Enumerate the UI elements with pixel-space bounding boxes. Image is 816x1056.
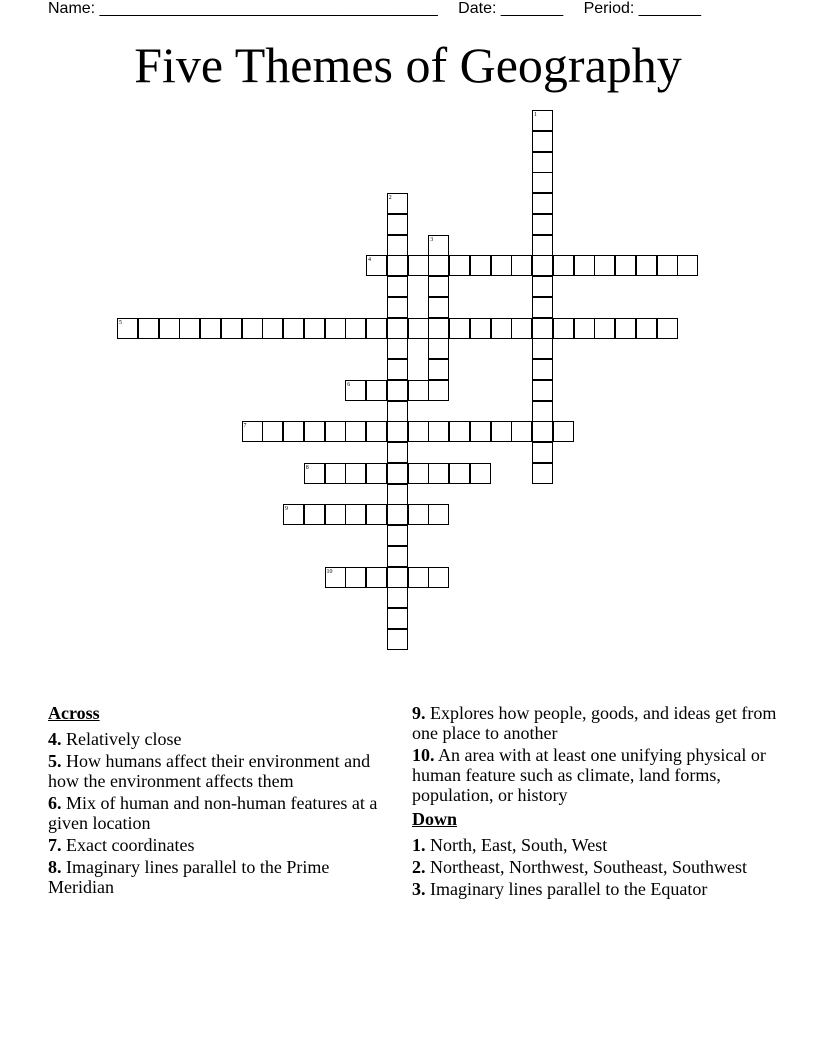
crossword-cell[interactable] <box>532 152 553 173</box>
clue-text: North, East, South, West <box>425 835 608 855</box>
crossword-cell[interactable] <box>532 380 553 401</box>
clue-number: 1. <box>412 835 426 855</box>
crossword-cell[interactable] <box>345 504 366 525</box>
clues-left-column <box>48 703 388 899</box>
crossword-cell[interactable] <box>532 193 553 214</box>
clue-number: 10. <box>412 745 435 765</box>
clue-text: How humans affect their environment and how the environment affects them <box>48 751 371 791</box>
crossword-cell[interactable] <box>532 235 553 256</box>
crossword-cell[interactable] <box>428 421 449 442</box>
crossword-cell[interactable] <box>532 442 553 463</box>
crossword-cell[interactable] <box>345 463 366 484</box>
crossword-cell[interactable] <box>511 318 532 339</box>
down-heading: Down <box>412 809 458 829</box>
crossword-cell[interactable] <box>532 338 553 359</box>
crossword-cell[interactable] <box>387 255 408 276</box>
crossword-cell[interactable] <box>657 255 678 276</box>
crossword-cell[interactable] <box>387 318 408 339</box>
crossword-cell[interactable] <box>532 297 553 318</box>
crossword-cell[interactable] <box>262 318 283 339</box>
clue-number: 5. <box>48 751 62 771</box>
crossword-cell[interactable] <box>325 421 346 442</box>
clue-number: 2. <box>412 857 426 877</box>
crossword-cell[interactable] <box>304 504 325 525</box>
crossword-cell[interactable] <box>636 255 657 276</box>
clue-item <box>412 857 782 877</box>
crossword-cell[interactable] <box>387 504 408 525</box>
down-clue-list <box>412 835 782 899</box>
clue-number: 7. <box>48 835 62 855</box>
clue-number: 9. <box>412 703 426 723</box>
crossword-cell[interactable] <box>428 463 449 484</box>
crossword-cell[interactable] <box>470 318 491 339</box>
crossword-cell[interactable] <box>366 567 387 588</box>
crossword-cell[interactable] <box>532 463 553 484</box>
crossword-cell[interactable] <box>449 255 470 276</box>
crossword-cell[interactable] <box>574 318 595 339</box>
clue-number: 8. <box>48 857 62 877</box>
clue-item <box>412 879 782 899</box>
clue-number-label: 2 <box>388 195 392 201</box>
clue-item <box>412 835 782 855</box>
clue-number-label: 1 <box>534 112 537 118</box>
crossword-cell[interactable] <box>387 463 408 484</box>
crossword-cell[interactable] <box>345 567 366 588</box>
crossword-cell[interactable] <box>387 567 408 588</box>
clue-item <box>48 751 388 791</box>
crossword-cell[interactable] <box>366 504 387 525</box>
crossword-cell[interactable] <box>428 338 449 359</box>
crossword-cell[interactable] <box>532 318 553 339</box>
clue-number: 6. <box>48 793 62 813</box>
crossword-cell[interactable] <box>511 255 532 276</box>
clue-text: Explores how people, goods, and ideas get from one place to another <box>412 703 777 743</box>
across-heading: Across <box>48 703 100 723</box>
crossword-cell[interactable] <box>408 380 429 401</box>
clues-right-column <box>412 703 782 901</box>
crossword-cell[interactable] <box>159 318 180 339</box>
clue-number-label: 5 <box>119 319 122 326</box>
clue-text: Northeast, Northwest, Southeast, Southwest <box>425 857 747 877</box>
crossword-cell[interactable] <box>532 131 553 152</box>
clue-item <box>412 745 782 805</box>
crossword-cell[interactable] <box>428 255 449 276</box>
clue-number-label: 4 <box>368 257 371 264</box>
crossword-cell[interactable] <box>262 421 283 442</box>
crossword-cell[interactable] <box>553 421 574 442</box>
clue-text: Mix of human and non-human features at a given location <box>48 793 378 833</box>
crossword-cell[interactable] <box>615 318 636 339</box>
crossword-cell[interactable] <box>449 463 470 484</box>
crossword-cell[interactable] <box>470 463 491 484</box>
crossword-cell[interactable] <box>366 421 387 442</box>
crossword-cell[interactable] <box>283 318 304 339</box>
crossword-cell[interactable] <box>304 421 325 442</box>
clue-number-label: 9 <box>285 506 288 513</box>
crossword-cell[interactable] <box>138 318 159 339</box>
crossword-cell[interactable] <box>532 359 553 380</box>
crossword-cell[interactable] <box>553 318 574 339</box>
crossword-cell[interactable] <box>428 318 449 339</box>
clue-number-label: 6 <box>347 381 351 388</box>
crossword-cell[interactable] <box>387 359 408 380</box>
clue-text: An area with at least one unifying physical or human feature such as climate, land forms, population, or history <box>412 745 766 805</box>
crossword-cell[interactable] <box>387 214 408 235</box>
crossword-cell[interactable] <box>283 421 304 442</box>
crossword-cell[interactable] <box>532 255 553 276</box>
crossword-cell[interactable] <box>221 318 242 339</box>
clue-number-label: 10 <box>326 568 333 575</box>
crossword-cell[interactable] <box>325 318 346 339</box>
crossword-cell[interactable] <box>366 463 387 484</box>
crossword-cell[interactable] <box>387 587 408 608</box>
crossword-cell[interactable] <box>304 318 325 339</box>
clue-text: Relatively close <box>61 729 182 749</box>
crossword-cell[interactable] <box>408 463 429 484</box>
crossword-cell[interactable] <box>511 421 532 442</box>
across-clue-list <box>48 729 388 897</box>
crossword-cell[interactable] <box>366 318 387 339</box>
crossword-cell[interactable] <box>657 318 678 339</box>
crossword-cell[interactable] <box>408 318 429 339</box>
clue-number-label: 8 <box>305 464 309 471</box>
crossword-cell[interactable] <box>491 318 512 339</box>
crossword-cell[interactable] <box>532 172 553 193</box>
crossword-cell[interactable] <box>408 255 429 276</box>
crossword-cell[interactable] <box>532 276 553 297</box>
crossword-cell[interactable] <box>574 255 595 276</box>
crossword-cell[interactable] <box>366 380 387 401</box>
crossword-cell[interactable] <box>387 629 408 650</box>
page-title: Five Themes of Geography <box>134 37 682 93</box>
crossword-cell[interactable] <box>428 504 449 525</box>
crossword-cell[interactable] <box>408 567 429 588</box>
clue-item <box>412 703 782 743</box>
crossword-cell[interactable] <box>242 318 263 339</box>
crossword-cell[interactable] <box>428 276 449 297</box>
clue-text: Imaginary lines parallel to the Prime Meridian <box>48 857 330 897</box>
crossword-cell[interactable] <box>532 421 553 442</box>
crossword-cell[interactable] <box>594 318 615 339</box>
clue-text: Exact coordinates <box>61 835 195 855</box>
crossword-cell[interactable] <box>594 255 615 276</box>
period-field[interactable]: Period: _______ <box>583 0 702 17</box>
crossword-cell[interactable] <box>428 359 449 380</box>
clue-number-label: 7 <box>243 423 247 430</box>
name-field[interactable]: Name: ______________________________________ <box>48 0 438 17</box>
crossword-cell[interactable] <box>428 297 449 318</box>
crossword-cell[interactable] <box>387 442 408 463</box>
crossword-cell[interactable] <box>636 318 657 339</box>
crossword-cell[interactable] <box>387 401 408 422</box>
crossword-cell[interactable] <box>428 380 449 401</box>
crossword-cell[interactable] <box>491 255 512 276</box>
crossword-cell[interactable] <box>428 567 449 588</box>
crossword-cell[interactable] <box>449 421 470 442</box>
crossword-cell[interactable] <box>470 255 491 276</box>
crossword-cell[interactable] <box>532 401 553 422</box>
crossword-cell[interactable] <box>387 235 408 256</box>
crossword-cell[interactable] <box>345 421 366 442</box>
crossword-cell[interactable] <box>325 504 346 525</box>
crossword-cell[interactable] <box>387 421 408 442</box>
crossword-cell[interactable] <box>387 297 408 318</box>
clue-item <box>48 793 388 833</box>
clue-number-label: 3 <box>430 236 434 243</box>
crossword-cell[interactable] <box>387 338 408 359</box>
crossword-cell[interactable] <box>387 276 408 297</box>
clue-number: 3. <box>412 879 426 899</box>
crossword-cell[interactable] <box>470 421 491 442</box>
date-field[interactable]: Date: _______ <box>458 0 564 17</box>
clue-number: 4. <box>48 729 62 749</box>
crossword-cell[interactable] <box>387 484 408 505</box>
crossword-cell[interactable] <box>408 504 429 525</box>
clue-item <box>48 729 388 749</box>
crossword-cell[interactable] <box>345 318 366 339</box>
crossword-cell[interactable] <box>677 255 698 276</box>
clue-text: Imaginary lines parallel to the Equator <box>425 879 708 899</box>
across-clue-list-continued <box>412 703 782 805</box>
clue-item <box>48 857 388 897</box>
crossword-cell[interactable] <box>532 214 553 235</box>
crossword-cell[interactable] <box>387 380 408 401</box>
crossword-cell[interactable] <box>325 463 346 484</box>
clue-item <box>48 835 388 855</box>
crossword-cell[interactable] <box>387 608 408 629</box>
crossword-cell[interactable] <box>387 546 408 567</box>
crossword-cell[interactable] <box>387 525 408 546</box>
crossword-cell[interactable] <box>408 421 429 442</box>
crossword-cell[interactable] <box>179 318 200 339</box>
crossword-cell[interactable] <box>449 318 470 339</box>
crossword-cell[interactable] <box>615 255 636 276</box>
crossword-cell[interactable] <box>553 255 574 276</box>
crossword-cell[interactable] <box>491 421 512 442</box>
crossword-cell[interactable] <box>200 318 221 339</box>
